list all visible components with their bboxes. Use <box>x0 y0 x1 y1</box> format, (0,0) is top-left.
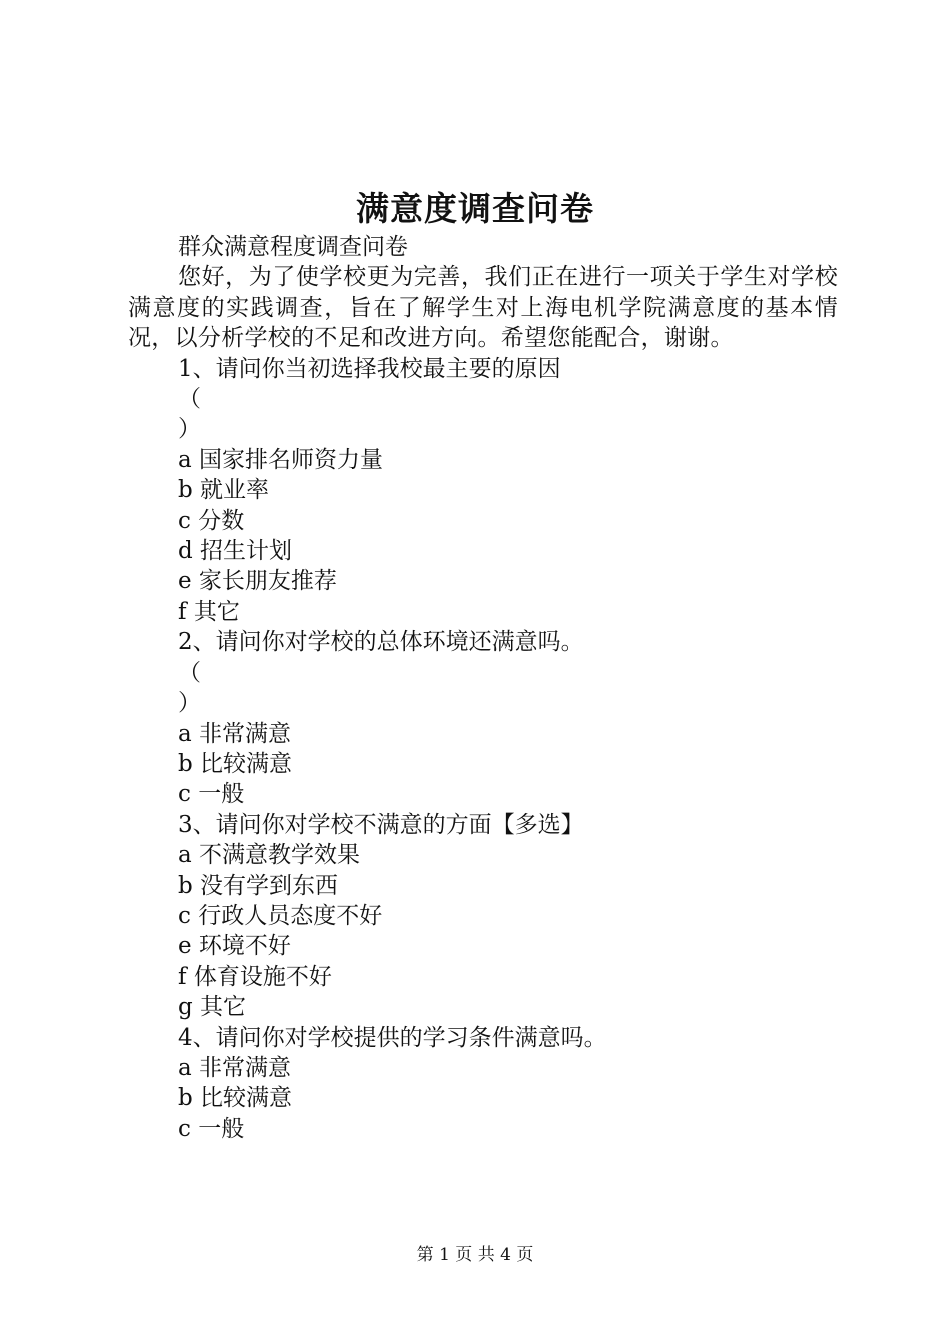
document-line: c 分数 <box>178 507 245 534</box>
document-line: a 非常满意 <box>178 720 292 747</box>
document-title: 满意度调查问卷 <box>356 189 594 228</box>
document-line: 1、请问你当初选择我校最主要的原因 <box>178 355 561 382</box>
document-line: （ <box>178 386 201 413</box>
document-body <box>128 232 838 1144</box>
question-list <box>128 354 838 1145</box>
document-line: 2、请问你对学校的总体环境还满意吗。 <box>178 629 584 656</box>
document-line: 3、请问你对学校不满意的方面【多选】 <box>178 811 584 838</box>
page-footer: 第 1 页 共 4 页 <box>416 1245 534 1265</box>
document-line: b 比较满意 <box>178 1085 293 1112</box>
document-line: d 招生计划 <box>178 538 293 565</box>
document-line: 4、请问你对学校提供的学习条件满意吗。 <box>178 1024 607 1051</box>
document-line: e 环境不好 <box>178 933 291 960</box>
document-line: c 一般 <box>178 781 245 808</box>
document-line: a 国家排名师资力量 <box>178 446 384 473</box>
document-line: （ <box>178 659 201 686</box>
document-line: e 家长朋友推荐 <box>178 568 337 595</box>
document-line: b 没有学到东西 <box>178 872 339 899</box>
document-line: b 就业率 <box>178 477 270 504</box>
document-line: f 其它 <box>178 598 240 625</box>
document-line: f 体育设施不好 <box>178 963 332 990</box>
document-line: a 不满意教学效果 <box>178 842 361 869</box>
subtitle: 群众满意程度调查问卷 <box>178 234 408 260</box>
document-line: g 其它 <box>178 994 247 1021</box>
document-line: b 比较满意 <box>178 750 293 777</box>
document-line: c 行政人员态度不好 <box>178 902 383 929</box>
document-line: c 一般 <box>178 1115 245 1142</box>
document-line: ） <box>178 690 201 717</box>
document-line: a 非常满意 <box>178 1054 292 1081</box>
intro-paragraph: 您好，为了使学校更为完善，我们正在进行一项关于学生对学校满意度的实践调查，旨在了解学生对上海电机学院满意度的基本情况，以分析学校的不足和改进方向。希望您能配合，谢谢。 <box>128 264 838 352</box>
document-line: ） <box>178 416 201 443</box>
